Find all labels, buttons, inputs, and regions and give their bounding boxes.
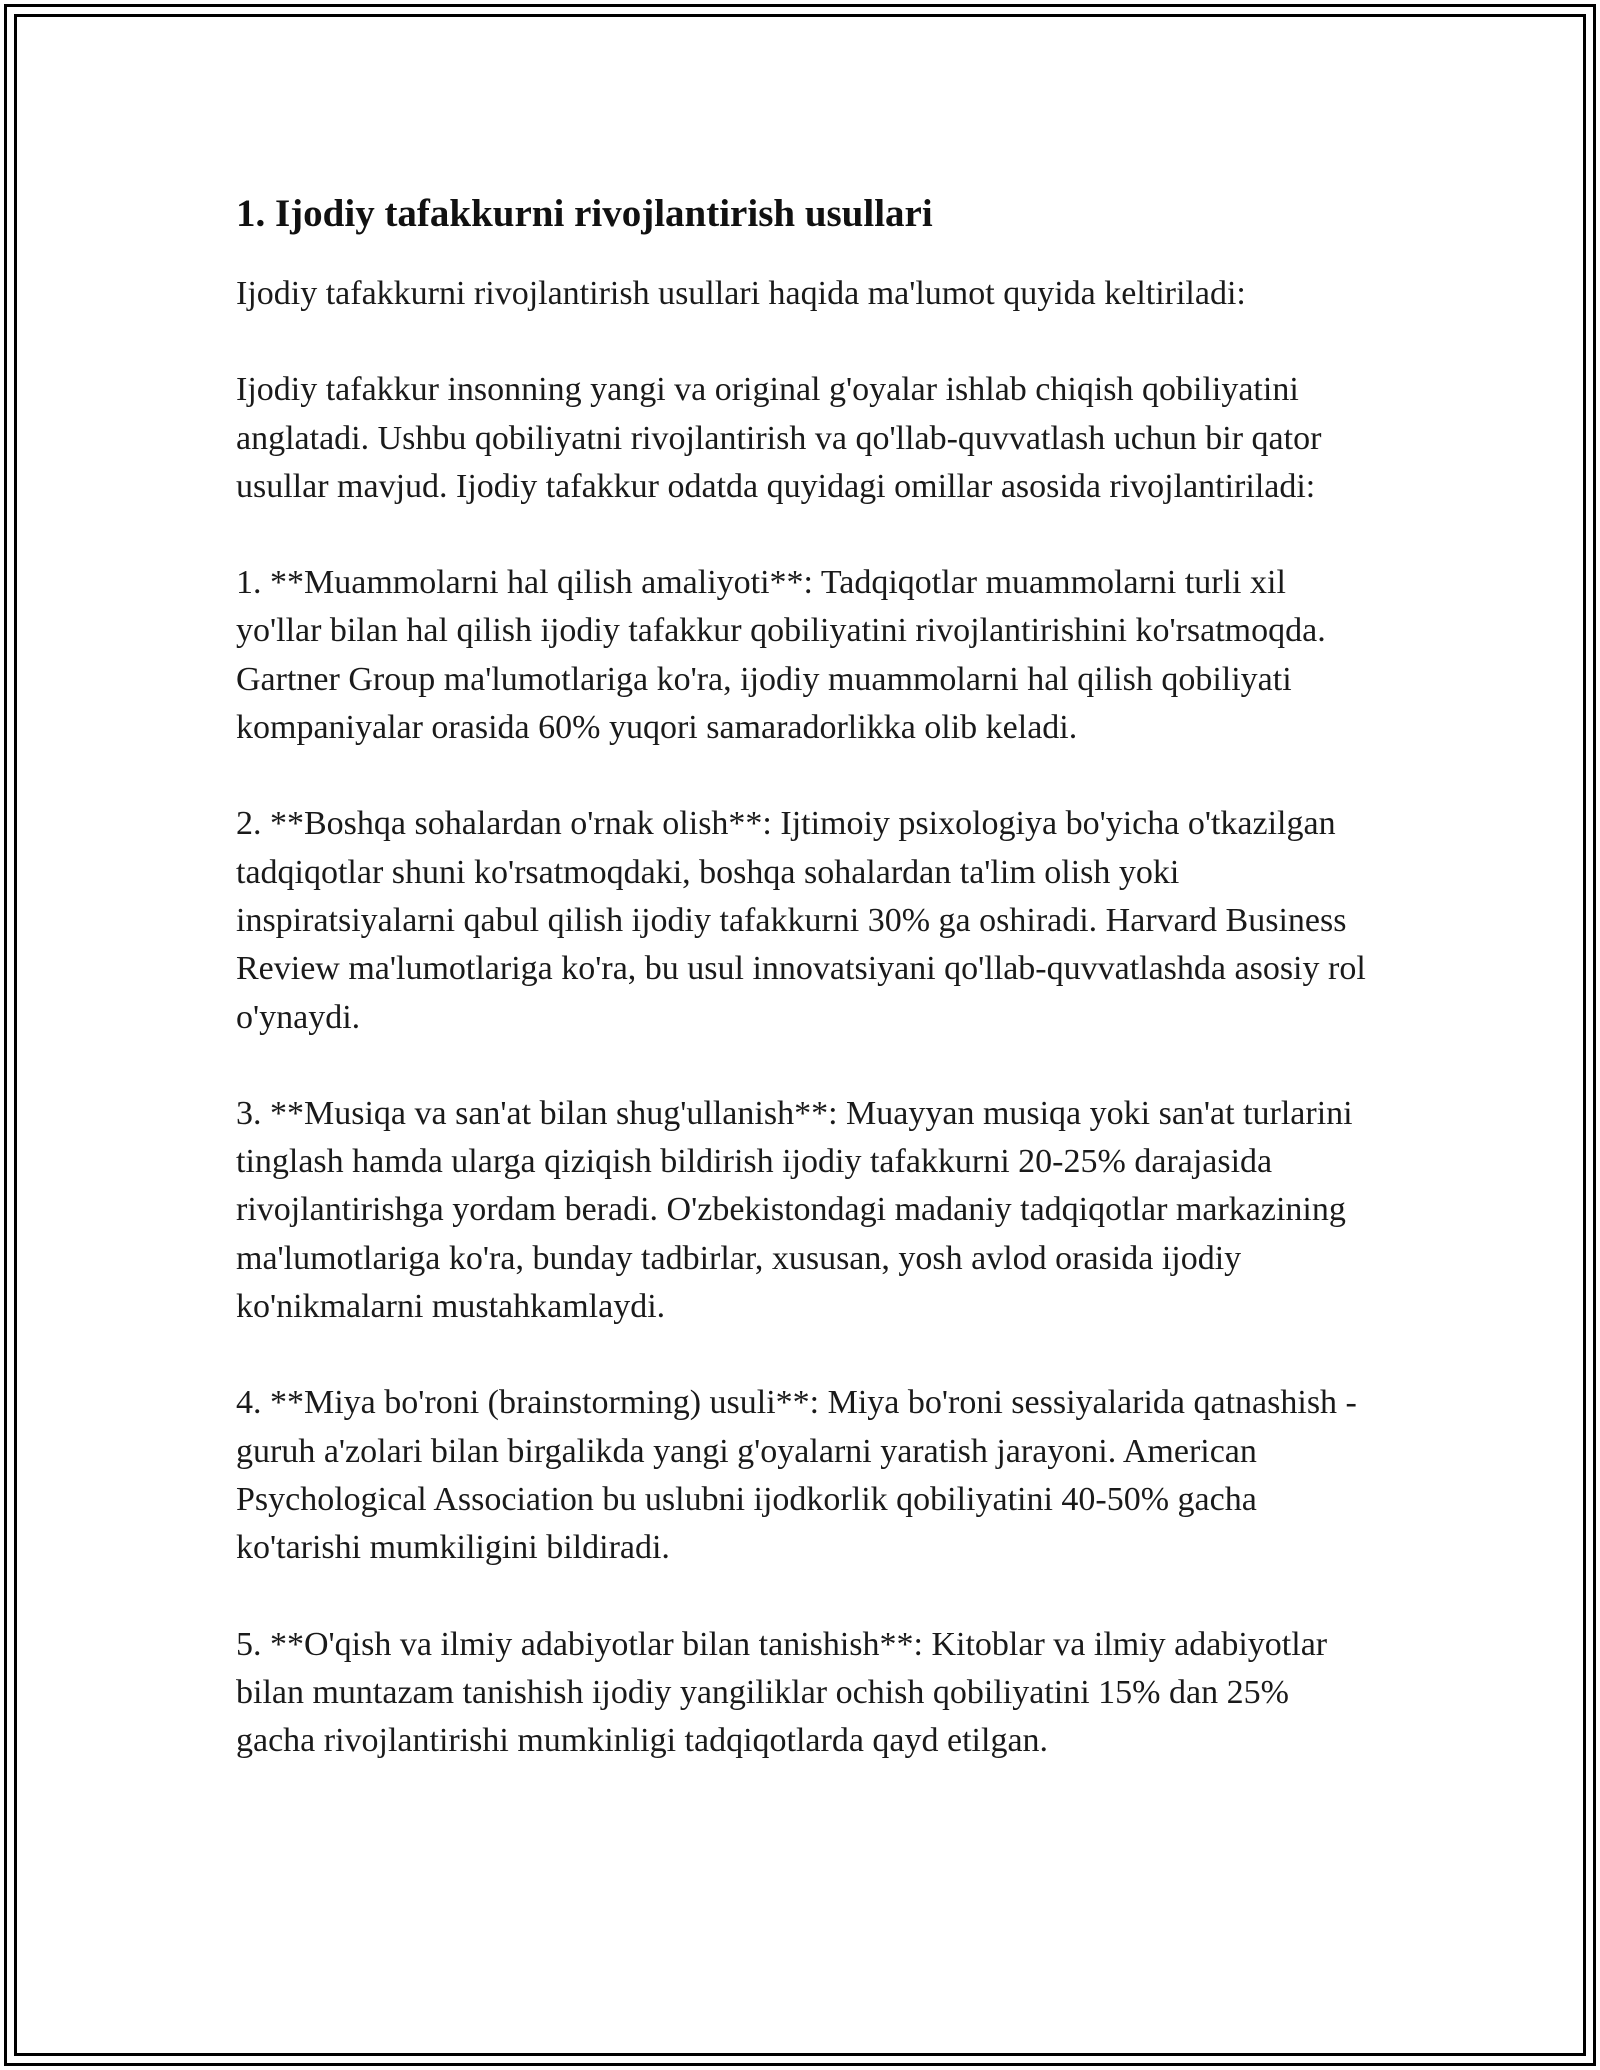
list-item-other-fields: 2. **Boshqa sohalardan o'rnak olish**: Ijtimoiy psixologiya bo'yicha o'tkazilgan tadqiqotlar shuni ko'rsatmoqdaki, boshqa sohalardan ta'lim olish yoki inspiratsiyalarni qabul qilish ijodiy tafakkurni 30% ga oshiradi. Harvard Business Review ma'lumotlariga ko'ra, bu usul innovatsiyani qo'llab-quvvatlashda asosiy rol o'ynaydi. xyxy=(236,805,1366,1036)
list-item-music-art: 3. **Musiqa va san'at bilan shug'ullanish**: Muayyan musiqa yoki san'at turlarini tinglash hamda ularga qiziqish bildirish ijodiy tafakkurni 20-25% darajasida rivojlantirishga yordam beradi. O'zbekistondagi madaniy tadqiqotlar markazining ma'lumotlariga ko'ra, bunday tadbirlar, xususan, yosh avlod orasida ijodiy ko'nikmalarni mustahkamlaydi. xyxy=(236,1094,1353,1326)
document-body xyxy=(236,186,1366,1765)
list-item-reading: 5. **O'qish va ilmiy adabiyotlar bilan tanishish**: Kitoblar va ilmiy adabiyotlar bilan muntazam tanishish ijodiy yangiliklar ochish qobiliyatini 15% dan 25% gacha rivojlantirishi mumkinligi tadqiqotlarda qayd etilgan. xyxy=(236,1625,1328,1760)
list-item-problem-solving: 1. **Muammolarni hal qilish amaliyoti**: Tadqiqotlar muammolarni turli xil yo'llar bilan hal qilish ijodiy tafakkur qobiliyatini rivojlantirishini ko'rsatmoqda. Gartner Group ma'lumotlariga ko'ra, ijodiy muammolarni hal qilish qobiliyati kompaniyalar orasida 60% yuqori samaradorlikka olib keladi. xyxy=(236,564,1326,747)
document-title: 1. Ijodiy tafakkurni rivojlantirish usullari xyxy=(236,192,933,235)
intro-paragraph: Ijodiy tafakkurni rivojlantirish usullari haqida ma'lumot quyida keltiriladi: xyxy=(236,275,1246,312)
overview-paragraph: Ijodiy tafakkur insonning yangi va original g'oyalar ishlab chiqish qobiliyatini anglatadi. Ushbu qobiliyatni rivojlantirish va qo'llab-quvvatlash uchun bir qator usullar mavjud. Ijodiy tafakkur odatda quyidagi omillar asosida rivojlantiriladi: xyxy=(236,371,1322,505)
list-item-brainstorming: 4. **Miya bo'roni (brainstorming) usuli**: Miya bo'roni sessiyalarida qatnashish - guruh a'zolari bilan birgalikda yangi g'oyalarni yaratish jarayoni. American Psychological Association bu uslubni ijodkorlik qobiliyatini 40-50% gacha ko'tarishi mumkiligini bildiradi. xyxy=(236,1384,1357,1567)
